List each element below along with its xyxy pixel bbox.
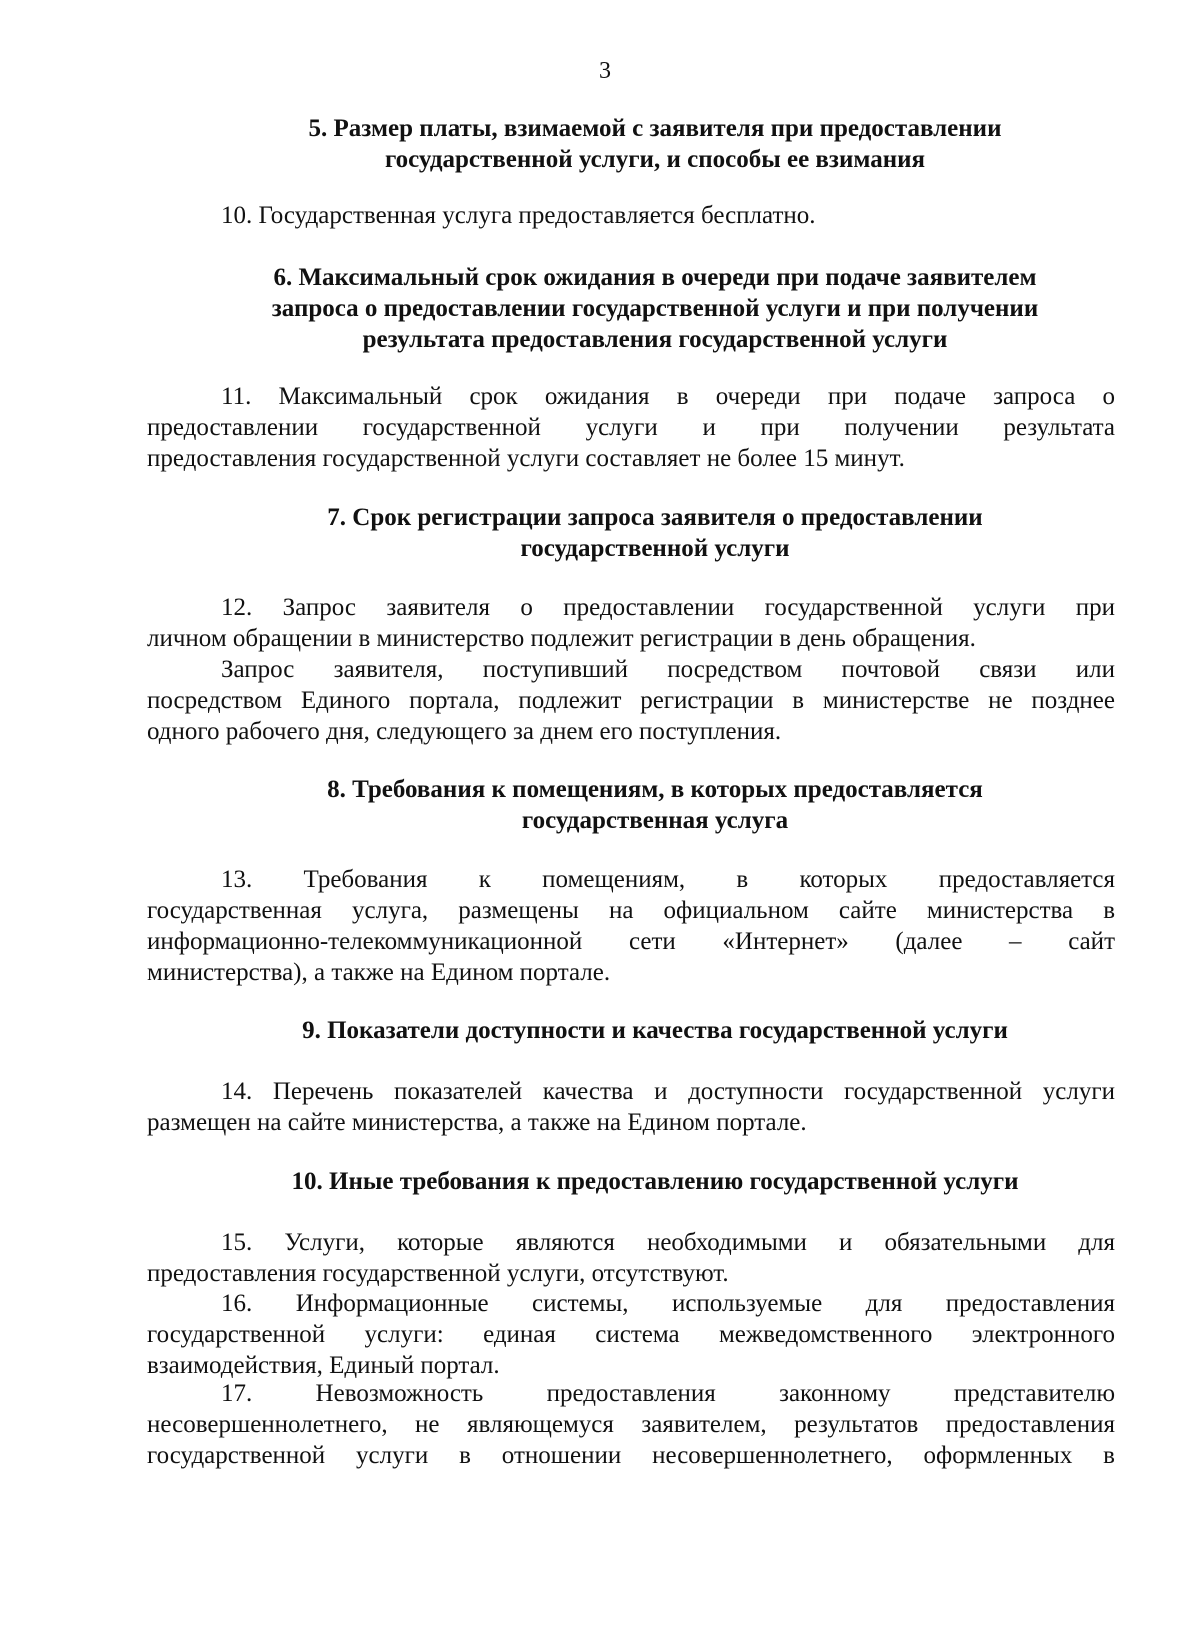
paragraph-16 [147,1288,1115,1381]
section-heading-10 [190,1166,1120,1197]
paragraph-line: 12. Запрос заявителя о предоставлении государственной услуги при [221,594,1115,621]
heading-line: государственная услуга [521,807,789,834]
paragraph-line: 13. Требования к помещениям, в которых предоставляется [221,866,1115,893]
paragraph-line: предоставления государственной услуги, отсутствуют. [147,1260,729,1287]
paragraph-line: одного рабочего дня, следующего за днем его поступления. [147,718,782,745]
heading-line: государственной услуги [520,535,790,562]
paragraph-17 [147,1378,1115,1471]
paragraph-line: размещен на сайте министерства, а также на Едином портале. [147,1109,807,1136]
paragraph-line: министерства), а также на Едином портале. [147,959,611,986]
heading-line: 7. Срок регистрации запроса заявителя о предоставлении [327,504,983,531]
section-heading-6 [190,262,1120,355]
heading-line: 9. Показатели доступности и качества государственной услуги [302,1017,1008,1044]
paragraph-line: 14. Перечень показателей качества и доступности государственной услуги [221,1078,1115,1105]
paragraph-line: взаимодействия, Единый портал. [147,1352,500,1379]
paragraph-line: информационно-телекоммуникационной сети «Интернет» (далее – сайт [147,928,1115,955]
heading-line: 5. Размер платы, взимаемой с заявителя при предоставлении [308,115,1002,142]
paragraph-15 [147,1227,1115,1289]
paragraph-line: предоставлении государственной услуги и при получении результата [147,414,1115,441]
paragraph-line: 16. Информационные системы, используемые для предоставления [221,1290,1115,1317]
paragraph-line: Запрос заявителя, поступивший посредством почтовой связи или [221,656,1115,683]
heading-line: 8. Требования к помещениям, в которых предоставляется [327,776,983,803]
heading-line: государственной услуги, и способы ее взимания [384,146,926,173]
section-heading-5 [190,113,1120,175]
paragraph-11 [147,381,1115,474]
heading-line: 6. Максимальный срок ожидания в очереди при подаче заявителем [273,264,1037,291]
heading-line: результата предоставления государственной услуги [362,326,948,353]
paragraph-line: предоставления государственной услуги составляет не более 15 минут. [147,445,905,472]
page-number: 3 [599,58,611,84]
paragraph-line: личном обращении в министерство подлежит регистрации в день обращения. [147,625,976,652]
section-heading-8 [190,774,1120,836]
paragraph-line: посредством Единого портала, подлежит регистрации в министерстве не позднее [147,687,1115,714]
paragraph-10 [147,200,1115,231]
paragraph-line: несовершеннолетнего, не являющемуся заявителем, результатов предоставления [147,1411,1115,1438]
paragraph-line: 17. Невозможность предоставления законному представителю [221,1380,1115,1407]
paragraph-line: 11. Максимальный срок ожидания в очереди при подаче запроса о [221,383,1115,410]
paragraph-14 [147,1076,1115,1138]
paragraph-line: 10. Государственная услуга предоставляется бесплатно. [221,202,816,229]
paragraph-line: государственной услуги: единая система межведомственного электронного [147,1321,1115,1348]
section-heading-9 [190,1015,1120,1046]
section-heading-7 [190,502,1120,564]
paragraph-line: государственная услуга, размещены на официальном сайте министерства в [147,897,1115,924]
heading-line: запроса о предоставлении государственной услуги и при получении [271,295,1039,322]
paragraph-12 [147,592,1115,747]
paragraph-13 [147,864,1115,988]
paragraph-line: государственной услуги в отношении несовершеннолетнего, оформленных в [147,1442,1115,1469]
paragraph-line: 15. Услуги, которые являются необходимыми и обязательными для [221,1229,1115,1256]
heading-line: 10. Иные требования к предоставлению государственной услуги [291,1168,1019,1195]
